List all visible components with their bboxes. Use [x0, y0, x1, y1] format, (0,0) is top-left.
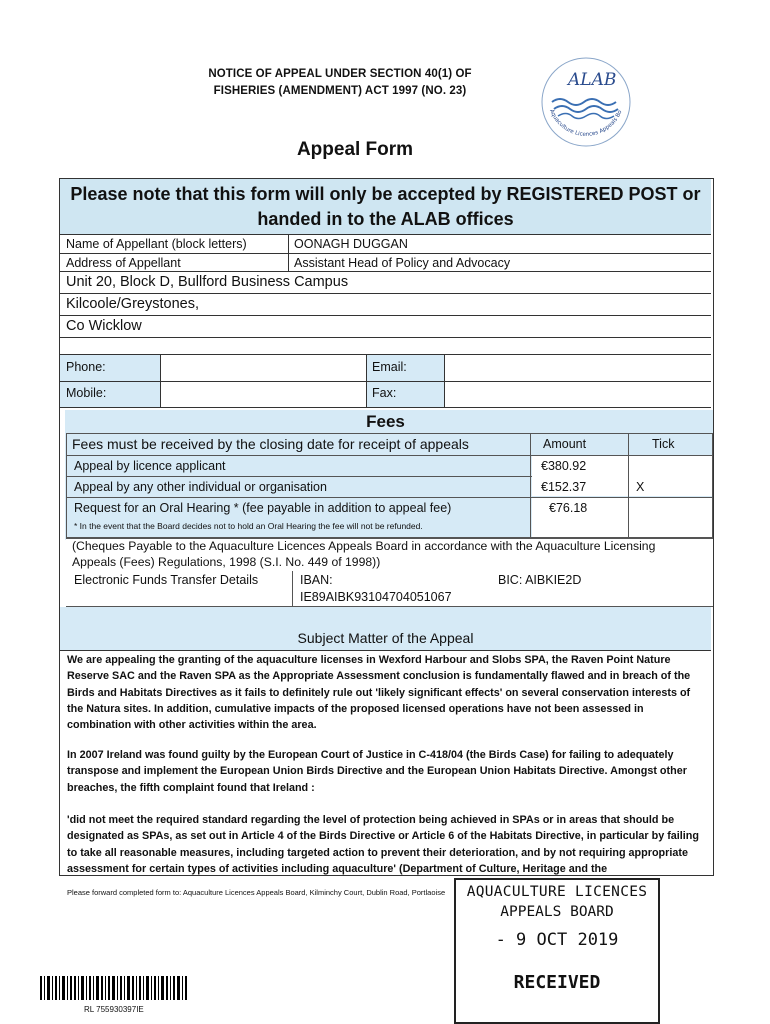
email-field[interactable] — [446, 356, 710, 380]
appellant-name-label: Name of Appellant (block letters) — [66, 237, 247, 251]
barcode-bars — [40, 976, 190, 1000]
mobile-field[interactable] — [162, 382, 364, 406]
alab-logo — [530, 52, 642, 152]
phone-field[interactable] — [162, 356, 364, 380]
address-line-3[interactable]: Co Wicklow — [66, 318, 142, 334]
fees-title: Fees — [366, 412, 405, 431]
fee-row-3-label: Request for an Oral Hearing * (fee payable in addition to appeal fee) — [74, 501, 452, 515]
notice-line-2: FISHERIES (AMENDMENT) ACT 1997 (NO. 23) — [213, 85, 467, 97]
oral-hearing-note: * In the event that the Board decides not to hold an Oral Hearing the fee will not be refunded. — [74, 521, 423, 531]
appellant-address-value[interactable]: Assistant Head of Policy and Advocacy — [294, 256, 511, 270]
subject-paragraph-3: 'did not meet the required standard regarding the level of protection being achieved in SPAs or in areas that should be designated as SPAs, as set out in Article 4 of the Birds Directive or Article 6 of the Habitats Directive, in particular by failing to take all reasonable measures, including targeted action to prevent their deterioration, and by not requiring appropriate assessment for certain types of activities including aquaculture' (Department of Culture, Heritage and the — [67, 814, 699, 875]
registered-post-barcode — [40, 976, 190, 1014]
subject-paragraph-2: In 2007 Ireland was found guilty by the European Court of Justice in C-418/04 (the Birds Case) for failing to adequately transpose and implement the European Union Birds Directive and the European Union Habitats Directive. Amongst other breaches, the fifth complaint found that Ireland : — [67, 749, 687, 794]
notice-line-1: NOTICE OF APPEAL UNDER SECTION 40(1) OF — [208, 68, 472, 80]
fee-row-2-amount: €152.37 — [541, 480, 587, 494]
email-label: Email: — [372, 360, 407, 374]
bic-value: BIC: AIBKIE2D — [498, 573, 582, 587]
banner-line-2: handed in to the ALAB offices — [257, 209, 514, 229]
fee-row-1-label: Appeal by licence applicant — [74, 459, 226, 473]
barcode-number: RL 755930397IE — [84, 1005, 144, 1014]
stamp-line-2: APPEALS BOARD — [500, 904, 614, 920]
stamp-line-1: AQUACULTURE LICENCES — [466, 884, 648, 900]
form-title: Appeal Form — [296, 139, 414, 160]
tick-header: Tick — [652, 437, 675, 451]
banner-line-1: Please note that this form will only be accepted by REGISTERED POST or — [70, 184, 701, 204]
cheques-note: (Cheques Payable to the Aquaculture Licences Appeals Board in accordance with the Aquaculture Licensing Appeals (Fees) Regulations, 1998 (S.I. No. 449 of 1998)) — [72, 539, 656, 569]
fee-row-2-tick[interactable]: X — [636, 480, 645, 494]
address-line-1[interactable]: Unit 20, Block D, Bullford Business Campus — [66, 274, 349, 290]
subject-title: Subject Matter of the Appeal — [297, 630, 474, 646]
appellant-name-value[interactable]: OONAGH DUGGAN — [294, 237, 408, 251]
fee-row-3-amount: €76.18 — [549, 501, 588, 515]
fax-label: Fax: — [372, 386, 397, 400]
stamp-received: RECEIVED — [513, 972, 601, 993]
phone-label: Phone: — [66, 360, 106, 374]
iban-label: IBAN: — [300, 573, 333, 587]
amount-header: Amount — [543, 437, 587, 451]
subject-paragraph-1: We are appealing the granting of the aquaculture licenses in Wexford Harbour and Slobs SPA, the Raven Point Nature Reserve SAC and the Raven SPA as the Appropriate Assessment conclusion is fundamentally flawed and in breach of the Birds and Habitats Directives as it fails to definitely rule out 'likely significant effects' on several conservation interests of the Natura sites. In addition, cumulative impacts of the proposed licensed operations have not been assessed in combination with other activities within the area. — [67, 654, 691, 732]
logo-ring-text: Aquaculture Licences Appeals Bo — [548, 108, 624, 138]
mobile-label: Mobile: — [66, 386, 107, 400]
received-stamp — [454, 878, 660, 1024]
fax-field[interactable] — [446, 382, 710, 406]
fee-row-1-amount: €380.92 — [541, 459, 587, 473]
fees-header-label: Fees must be received by the closing date for receipt of appeals — [72, 436, 469, 452]
iban-value: IE89AIBK93104704051067 — [300, 590, 452, 604]
address-line-2[interactable]: Kilcoole/Greystones, — [66, 296, 199, 312]
registered-post-banner — [60, 179, 711, 234]
notice-heading — [180, 66, 500, 100]
forwarding-address: Please forward completed form to: Aquaculture Licences Appeals Board, Kilminchy Court, Dublin Road, Portlaoise — [67, 888, 446, 897]
eft-label: Electronic Funds Transfer Details — [74, 573, 259, 587]
logo-wordmark: ALAB — [568, 70, 617, 90]
fee-row-2-label: Appeal by any other individual or organisation — [74, 480, 327, 494]
appellant-address-label: Address of Appellant — [66, 256, 181, 270]
stamp-date: - 9 OCT 2019 — [495, 930, 619, 950]
